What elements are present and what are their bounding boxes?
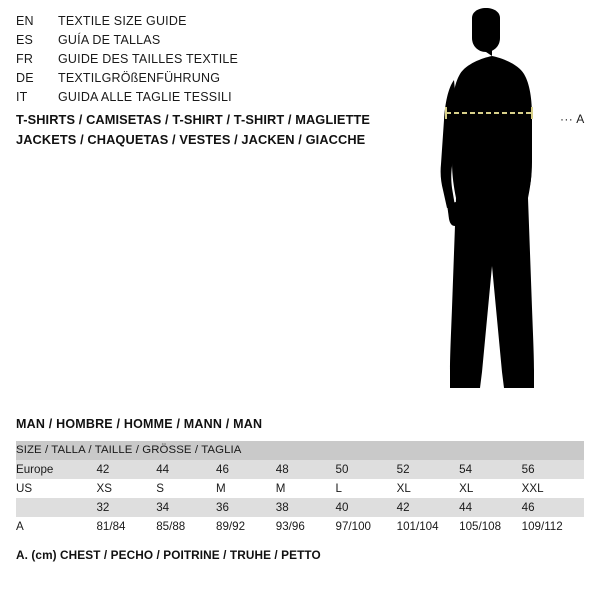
cell: 48	[276, 460, 336, 479]
cell: 32	[96, 498, 156, 517]
language-title: TEXTILE SIZE GUIDE	[58, 14, 187, 28]
cell: 38	[276, 498, 336, 517]
language-title: GUIDA ALLE TAGLIE TESSILI	[58, 90, 232, 104]
cell: XXL	[522, 479, 584, 498]
language-list	[16, 14, 396, 109]
cell: 52	[397, 460, 459, 479]
language-title: GUÍA DE TALLAS	[58, 33, 161, 47]
language-code: EN	[16, 14, 34, 28]
cell: 85/88	[156, 517, 216, 536]
language-code: ES	[16, 33, 34, 47]
cell: 46	[216, 460, 276, 479]
table-row	[16, 479, 584, 498]
cell: 89/92	[216, 517, 276, 536]
table-row	[16, 498, 584, 517]
language-code: IT	[16, 90, 28, 104]
language-code: DE	[16, 71, 34, 85]
table-header-label: SIZE / TALLA / TAILLE / GRÖSSE / TAGLIA	[16, 441, 584, 460]
cell: 42	[397, 498, 459, 517]
cell: 105/108	[459, 517, 521, 536]
cell: 109/112	[522, 517, 584, 536]
footnote: A. (cm) CHEST / PECHO / POITRINE / TRUHE / PETTO	[16, 548, 321, 562]
row-label	[16, 498, 96, 517]
row-label: A	[16, 517, 96, 536]
marker-letter: A	[576, 112, 585, 126]
marker-dash: ···	[560, 112, 574, 126]
cell: XS	[96, 479, 156, 498]
table-row	[16, 517, 584, 536]
language-row	[16, 14, 396, 33]
chest-measure-label	[560, 112, 585, 126]
row-label: US	[16, 479, 96, 498]
category-jackets: JACKETS / CHAQUETAS / VESTES / JACKEN / GIACCHE	[16, 132, 366, 147]
cell: 56	[522, 460, 584, 479]
cell: 81/84	[96, 517, 156, 536]
language-code: FR	[16, 52, 34, 66]
cell: 42	[96, 460, 156, 479]
language-title: GUIDE DES TAILLES TEXTILE	[58, 52, 239, 66]
cell: 97/100	[336, 517, 397, 536]
cell: 93/96	[276, 517, 336, 536]
cell: 34	[156, 498, 216, 517]
table-row	[16, 460, 584, 479]
cell: 54	[459, 460, 521, 479]
table-header-row	[16, 441, 584, 460]
silhouette-icon	[400, 8, 596, 408]
cell: L	[336, 479, 397, 498]
cell: M	[216, 479, 276, 498]
cell: 50	[336, 460, 397, 479]
male-silhouette-figure	[400, 8, 596, 408]
cell: 40	[336, 498, 397, 517]
cell: 36	[216, 498, 276, 517]
cell: 44	[156, 460, 216, 479]
cell: XL	[459, 479, 521, 498]
cell: 101/104	[397, 517, 459, 536]
language-row	[16, 33, 396, 52]
language-title: TEXTILGRÖßENFÜHRUNG	[58, 71, 221, 85]
row-label: Europe	[16, 460, 96, 479]
size-table	[16, 441, 584, 536]
language-row	[16, 90, 396, 109]
category-tshirts: T-SHIRTS / CAMISETAS / T-SHIRT / T-SHIRT / MAGLIETTE	[16, 112, 371, 127]
cell: 46	[522, 498, 584, 517]
table-title: MAN / HOMBRE / HOMME / MANN / MAN	[16, 417, 263, 431]
language-row	[16, 71, 396, 90]
language-row	[16, 52, 396, 71]
cell: M	[276, 479, 336, 498]
category-list	[16, 110, 436, 150]
cell: XL	[397, 479, 459, 498]
cell: S	[156, 479, 216, 498]
cell: 44	[459, 498, 521, 517]
